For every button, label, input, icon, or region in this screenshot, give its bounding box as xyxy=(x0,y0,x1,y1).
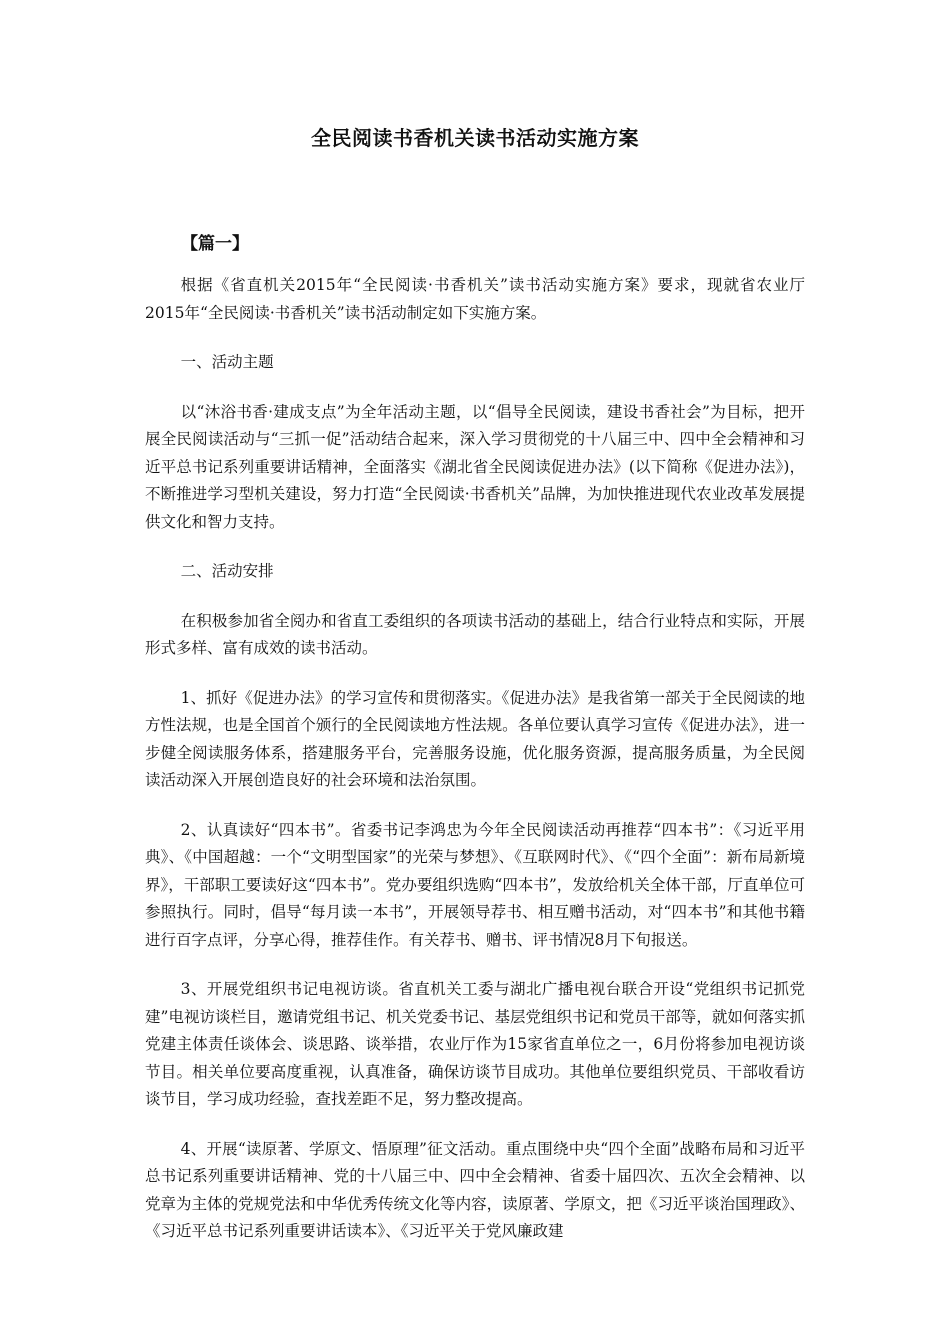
paragraph: 1、抓好《促进办法》的学习宣传和贯彻落实。《促进办法》是我省第一部关于全民阅读的地方性法规，也是全国首个颁行的全民阅读地方性法规。各单位要认真学习宣传《促进办法》，进一步健全阅读服务体系，搭建服务平台，完善服务设施，优化服务资源，提高服务质量，为全民阅读活动深入开展创造良好的社会环境和法治氛围。 xyxy=(145,688,805,789)
subsection-heading: 二、活动安排 xyxy=(180,562,274,580)
paragraph: 在积极参加省全阅办和省直工委组织的各项读书活动的基础上，结合行业特点和实际，开展形式多样、富有成效的读书活动。 xyxy=(145,611,805,657)
paragraph: 2、认真读好“四本书”。省委书记李鸿忠为今年全民阅读活动再推荐“四本书”：《习近平用典》、《中国超越：一个“文明型国家”的光荣与梦想》、《互联网时代》、《“四个全面”：新布局新境界》，干部职工要读好这“四本书”。党办要组织选购“四本书”，发放给机关全体干部，厅直单位可参照执行。同时，倡导“每月读一本书”，开展领导荐书、相互赠书活动，对“四本书”和其他书籍进行百字点评，分享心得，推荐佳作。有关荐书、赠书、评书情况8月下旬报送。 xyxy=(145,820,805,949)
subsection-heading: 一、活动主题 xyxy=(180,353,274,371)
document-body xyxy=(145,272,805,1268)
document-title: 全民阅读书香机关读书活动实施方案 xyxy=(311,126,639,150)
paragraph: 以“沐浴书香·建成支点”为全年活动主题，以“倡导全民阅读，建设书香社会”为目标，把开展全民阅读活动与“三抓一促”活动结合起来，深入学习贯彻党的十八届三中、四中全会精神和习近平总书记系列重要讲话精神，全面落实《湖北省全民阅读促进办法》(以下简称《促进办法》)，不断推进学习型机关建设，努力打造“全民阅读·书香机关”品牌，为加快推进现代农业改革发展提供文化和智力支持。 xyxy=(145,402,805,531)
section-label: 【篇一】 xyxy=(181,234,249,254)
paragraph: 3、开展党组织书记电视访谈。省直机关工委与湖北广播电视台联合开设“党组织书记抓党建”电视访谈栏目，邀请党组书记、机关党委书记、基层党组织书记和党员干部等，就如何落实抓党建主体责任谈体会、谈思路、谈举措，农业厅作为15家省直单位之一，6月份将参加电视访谈节目。相关单位要高度重视，认真准备，确保访谈节目成功。其他单位要组织党员、干部收看访谈节目，学习成功经验，查找差距不足，努力整改提高。 xyxy=(145,980,805,1108)
paragraph: 根据《省直机关2015年“全民阅读·书香机关”读书活动实施方案》要求，现就省农业厅2015年“全民阅读·书香机关”读书活动制定如下实施方案。 xyxy=(145,276,805,322)
paragraph: 4、开展“读原著、学原文、悟原理”征文活动。重点围绕中央“四个全面”战略布局和习近平总书记系列重要讲话精神、党的十八届三中、四中全会精神、省委十届四次、五次全会精神、以党章为主体的党规党法和中华优秀传统文化等内容，读原著、学原文，把《习近平谈治国理政》、《习近平总书记系列重要讲话读本》、《习近平关于党风廉政建 xyxy=(145,1139,805,1240)
